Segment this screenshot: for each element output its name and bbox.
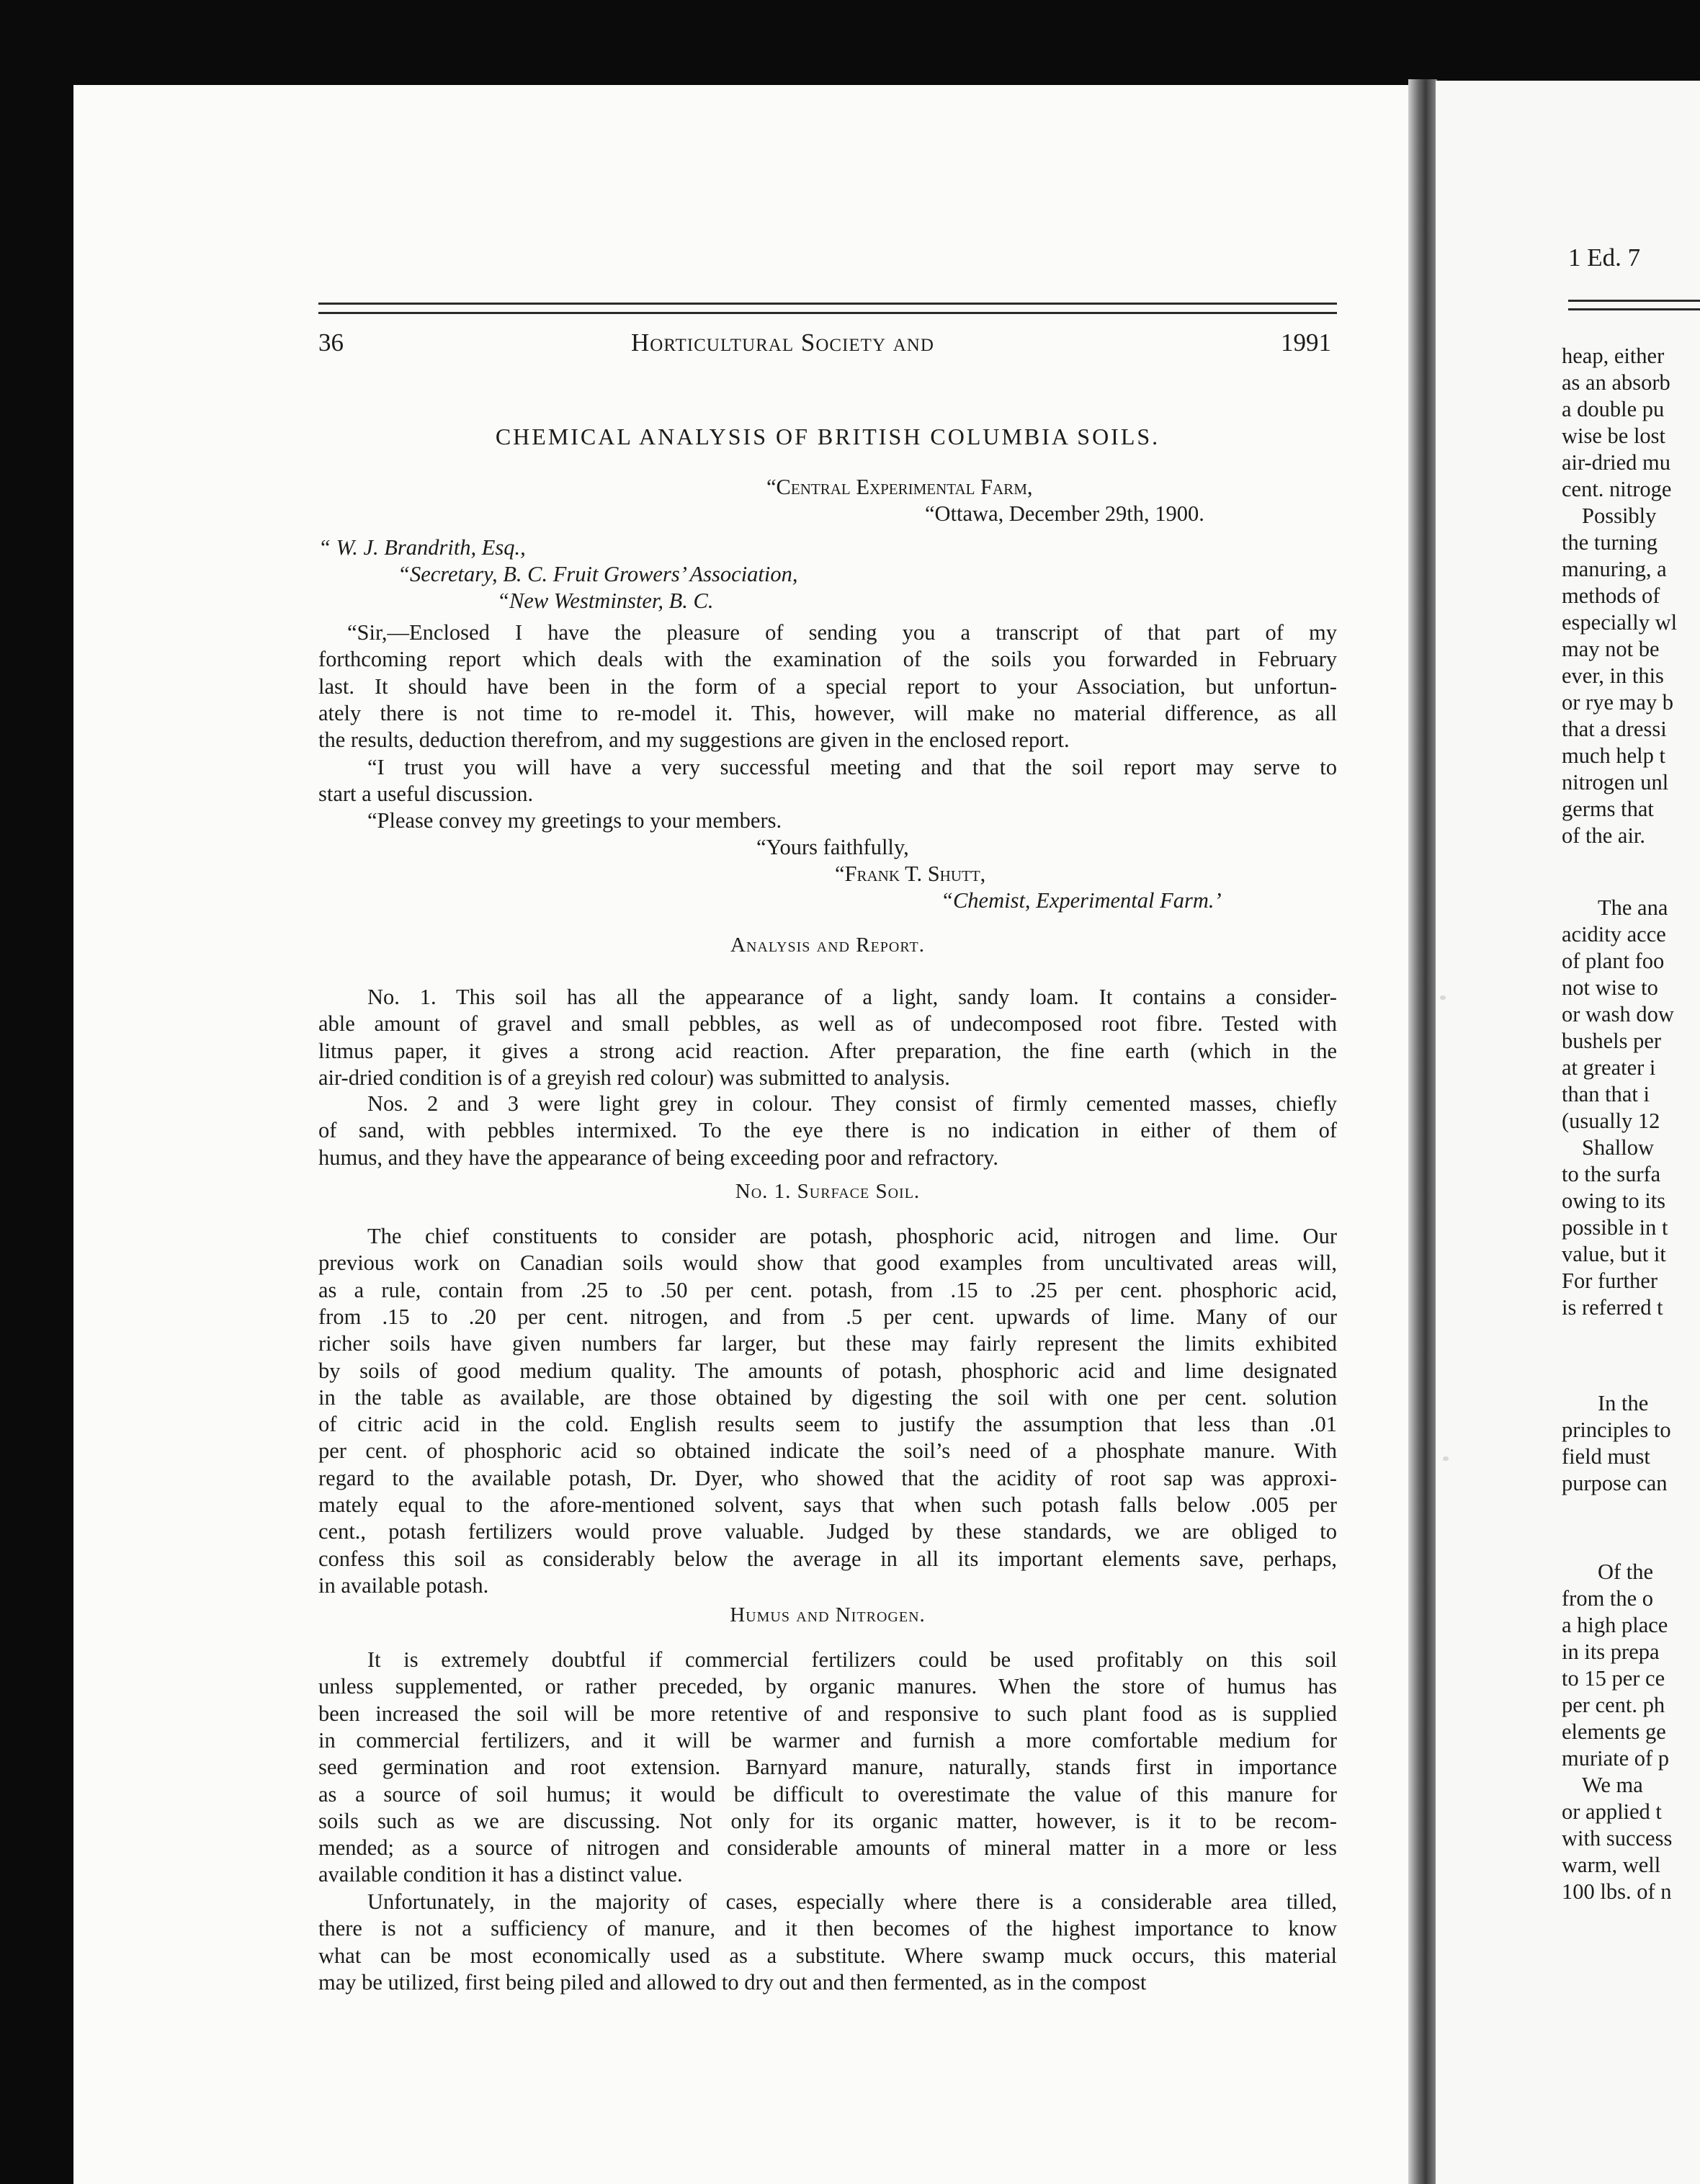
- letter-addressee: “ W. J. Brandrith, Esq.,: [318, 535, 526, 560]
- text-line: Unfortunately, in the majority of cases, especially where there is a considerable area tilled,: [367, 1889, 1337, 1914]
- text-line: in commercial fertilizers, and it will be warmer and furnish a more comfortable medium for: [318, 1727, 1337, 1753]
- margin-specks: [1436, 995, 1457, 1500]
- letter-addressee-title: “Secretary, B. C. Fruit Growers’ Association,: [398, 562, 798, 586]
- right-column-line: germs that: [1562, 797, 1654, 821]
- humus-heading: Humus and Nitrogen.: [730, 1603, 926, 1626]
- text-line: Nos. 2 and 3 were light grey in colour. They consist of firmly cemented masses, chiefly: [367, 1091, 1337, 1116]
- right-column-line: heap, either: [1562, 344, 1665, 368]
- text-line: litmus paper, it gives a strong acid reaction. After preparation, the fine earth (which in the: [318, 1038, 1337, 1063]
- right-column-line: In the: [1598, 1391, 1649, 1415]
- text-line: in the table as available, are those obtained by digesting the soil with one per cent. solution: [318, 1384, 1337, 1410]
- analysis-heading: Analysis and Report.: [730, 934, 925, 957]
- right-column-line: than that i: [1562, 1082, 1650, 1106]
- right-column-line: warm, well: [1562, 1853, 1661, 1877]
- right-column-line: nitrogen unl: [1562, 770, 1669, 795]
- text-line: start a useful discussion.: [318, 782, 534, 807]
- left-page: [73, 85, 1422, 2184]
- right-column-line: of plant foo: [1562, 949, 1665, 973]
- right-column-line: is referred t: [1562, 1295, 1663, 1320]
- right-column-line: or wash dow: [1562, 1002, 1674, 1026]
- right-column-line: that a dressi: [1562, 717, 1667, 741]
- text-line: soils such as we are discussing. Not only for its organic matter, however, is it to be recom-: [318, 1808, 1337, 1833]
- right-column-line: of the air.: [1562, 823, 1646, 848]
- letter-paragraph-3: “Please convey my greetings to your members.: [367, 808, 782, 833]
- letter-signature-title: “Chemist, Experimental Farm.’: [941, 888, 1222, 913]
- right-column-line: principles to: [1562, 1418, 1671, 1442]
- right-column-line: as an absorb: [1562, 370, 1670, 395]
- text-line: per cent. of phosphoric acid so obtained indicate the soil’s need of a phosphate manure. With: [318, 1438, 1337, 1464]
- right-column-line: to 15 per ce: [1562, 1666, 1665, 1691]
- right-column-line: air-dried mu: [1562, 450, 1670, 475]
- page-number: 36: [318, 328, 344, 357]
- right-column-line: Shallow: [1582, 1135, 1654, 1160]
- book-gutter: [1408, 79, 1437, 2184]
- text-line: from .15 to .20 per cent. nitrogen, and from .5 per cent. upwards of lime. Many of our: [318, 1304, 1337, 1329]
- header-rule: [318, 303, 1337, 314]
- text-line: the results, deduction therefrom, and my suggestions are given in the enclosed report.: [318, 728, 1070, 753]
- right-column-line: acidity acce: [1562, 922, 1666, 946]
- right-column-line: wise be lost: [1562, 424, 1666, 448]
- right-column-line: from the o: [1562, 1586, 1654, 1611]
- text-line: by soils of good medium quality. The amounts of potash, phosphoric acid and lime designated: [318, 1358, 1337, 1383]
- right-column-line: Of the: [1598, 1559, 1654, 1584]
- text-line: air-dried condition is of a greyish red colour) was submitted to analysis.: [318, 1065, 950, 1090]
- right-column-line: a double pu: [1562, 397, 1665, 421]
- text-line: last. It should have been in the form of a special report to your Association, but unfortun-: [318, 673, 1337, 699]
- right-column-line: field must: [1562, 1444, 1650, 1469]
- right-column-line: purpose can: [1562, 1471, 1668, 1495]
- right-page-header: 1 Ed. 7: [1568, 243, 1641, 272]
- right-column-line: owing to its: [1562, 1189, 1666, 1213]
- right-header-rule: [1568, 300, 1700, 310]
- right-column-line: Possibly: [1582, 504, 1657, 528]
- text-line: as a rule, contain from .25 to .50 per cent. potash, from .15 to .25 per cent. phosphoric acid,: [318, 1277, 1337, 1302]
- text-line: humus, and they have the appearance of being exceeding poor and refractory.: [318, 1145, 998, 1170]
- letter-addressee-place: “New Westminster, B. C.: [497, 588, 714, 613]
- right-column-line: may not be: [1562, 637, 1660, 661]
- right-column-line: much help t: [1562, 743, 1665, 768]
- text-line: unless supplemented, or rather preceded, by organic manures. When the store of humus has: [318, 1674, 1337, 1699]
- text-line: may be utilized, first being piled and allowed to dry out and then fermented, as in the compost: [318, 1969, 1147, 1995]
- text-line: forthcoming report which deals with the examination of the soils you forwarded in February: [318, 647, 1337, 672]
- right-column-line: For further: [1562, 1268, 1658, 1293]
- text-line: in available potash.: [318, 1572, 489, 1598]
- text-line: mended; as a source of nitrogen and considerable amounts of mineral matter in a more or less: [318, 1835, 1337, 1861]
- text-line: available condition it has a distinct value.: [318, 1862, 683, 1887]
- article-title: CHEMICAL ANALYSIS OF BRITISH COLUMBIA SOILS.: [495, 424, 1160, 449]
- right-column-line: value, but it: [1562, 1242, 1666, 1266]
- right-column-line: at greater i: [1562, 1055, 1656, 1080]
- text-line: “Sir,—Enclosed I have the pleasure of sending you a transcript of that part of my: [347, 620, 1337, 645]
- right-column-line: or applied t: [1562, 1799, 1662, 1824]
- text-line: of sand, with pebbles intermixed. To the eye there is no indication in either of them of: [318, 1118, 1337, 1143]
- surface-soil-heading: No. 1. Surface Soil.: [735, 1180, 921, 1203]
- text-line: of citric acid in the cold. English results seem to justify the assumption that less than .01: [318, 1412, 1337, 1437]
- text-line: richer soils have given numbers far larger, but these may fairly represent the limits exhibited: [318, 1331, 1337, 1356]
- text-line: cent., potash fertilizers would prove valuable. Judged by these standards, we are obliged to: [318, 1519, 1337, 1544]
- right-column-line: especially wl: [1562, 610, 1678, 635]
- right-column-line: bushels per: [1562, 1029, 1662, 1053]
- right-column-line: per cent. ph: [1562, 1693, 1665, 1717]
- right-column-line: ever, in this: [1562, 663, 1664, 688]
- right-column-line: possible in t: [1562, 1215, 1668, 1240]
- text-line: “I trust you will have a very successful meeting and that the soil report may serve to: [367, 755, 1337, 779]
- text-line: mately equal to the afore-mentioned solvent, says that when such potash falls below .005 per: [318, 1492, 1337, 1517]
- letter-signature: “Frank T. Shutt,: [835, 861, 986, 886]
- right-page: [1436, 81, 1700, 2184]
- right-column-line: in its prepa: [1562, 1639, 1660, 1664]
- text-line: as a source of soil humus; it would be difficult to overestimate the value of this manure for: [318, 1781, 1337, 1807]
- right-column-line: (usually 12: [1562, 1109, 1660, 1133]
- right-column-line: methods of: [1562, 583, 1660, 608]
- right-column-line: cent. nitroge: [1562, 477, 1672, 501]
- right-column-line: the turning: [1562, 530, 1658, 555]
- right-column-line: elements ge: [1562, 1719, 1666, 1744]
- right-column-line: We ma: [1582, 1773, 1643, 1797]
- right-column-line: with success: [1562, 1826, 1673, 1850]
- right-column-line: muriate of p: [1562, 1746, 1670, 1771]
- text-line: seed germination and root extension. Barnyard manure, naturally, stands first in importance: [318, 1755, 1337, 1780]
- text-line: what can be most economically used as a substitute. Where swamp muck occurs, this material: [318, 1943, 1337, 1968]
- right-column-line: 100 lbs. of n: [1562, 1879, 1672, 1904]
- page-year: 1991: [1281, 328, 1331, 357]
- right-column-line: manuring, a: [1562, 557, 1667, 581]
- letter-place-2: “Ottawa, December 29th, 1900.: [925, 501, 1204, 526]
- running-title: Horticultural Society and: [631, 328, 934, 357]
- right-column-line: to the surfa: [1562, 1162, 1661, 1186]
- text-line: previous work on Canadian soils would show that good examples from uncultivated areas will,: [318, 1250, 1337, 1276]
- letter-place-1: “Central Experimental Farm,: [766, 475, 1033, 499]
- text-line: there is not a sufficiency of manure, and it then becomes of the highest importance to know: [318, 1916, 1337, 1941]
- text-line: ately there is not time to re-model it. This, however, will make no material difference, as all: [318, 700, 1337, 725]
- right-column-line: The ana: [1598, 895, 1668, 920]
- text-line: regard to the available potash, Dr. Dyer, who showed that the acidity of root sap was approxi-: [318, 1465, 1337, 1490]
- right-column-line: not wise to: [1562, 975, 1658, 1000]
- text-line: been increased the soil will be more retentive of and responsive to such plant food as is supplied: [318, 1701, 1337, 1726]
- right-column-line: or rye may b: [1562, 690, 1673, 715]
- text-line: confess this soil as considerably below the average in all its important elements save, perhaps,: [318, 1546, 1337, 1571]
- text-line: The chief constituents to consider are potash, phosphoric acid, nitrogen and lime. Our: [367, 1224, 1337, 1248]
- running-header: [318, 328, 1337, 364]
- text-line: No. 1. This soil has all the appearance of a light, sandy loam. It contains a consider-: [367, 985, 1337, 1009]
- letter-closing: “Yours faithfully,: [756, 835, 909, 859]
- text-line: It is extremely doubtful if commercial fertilizers could be used profitably on this soil: [367, 1647, 1337, 1672]
- right-column-line: a high place: [1562, 1613, 1668, 1637]
- text-line: able amount of gravel and small pebbles, as well as of undecomposed root fibre. Tested with: [318, 1011, 1337, 1037]
